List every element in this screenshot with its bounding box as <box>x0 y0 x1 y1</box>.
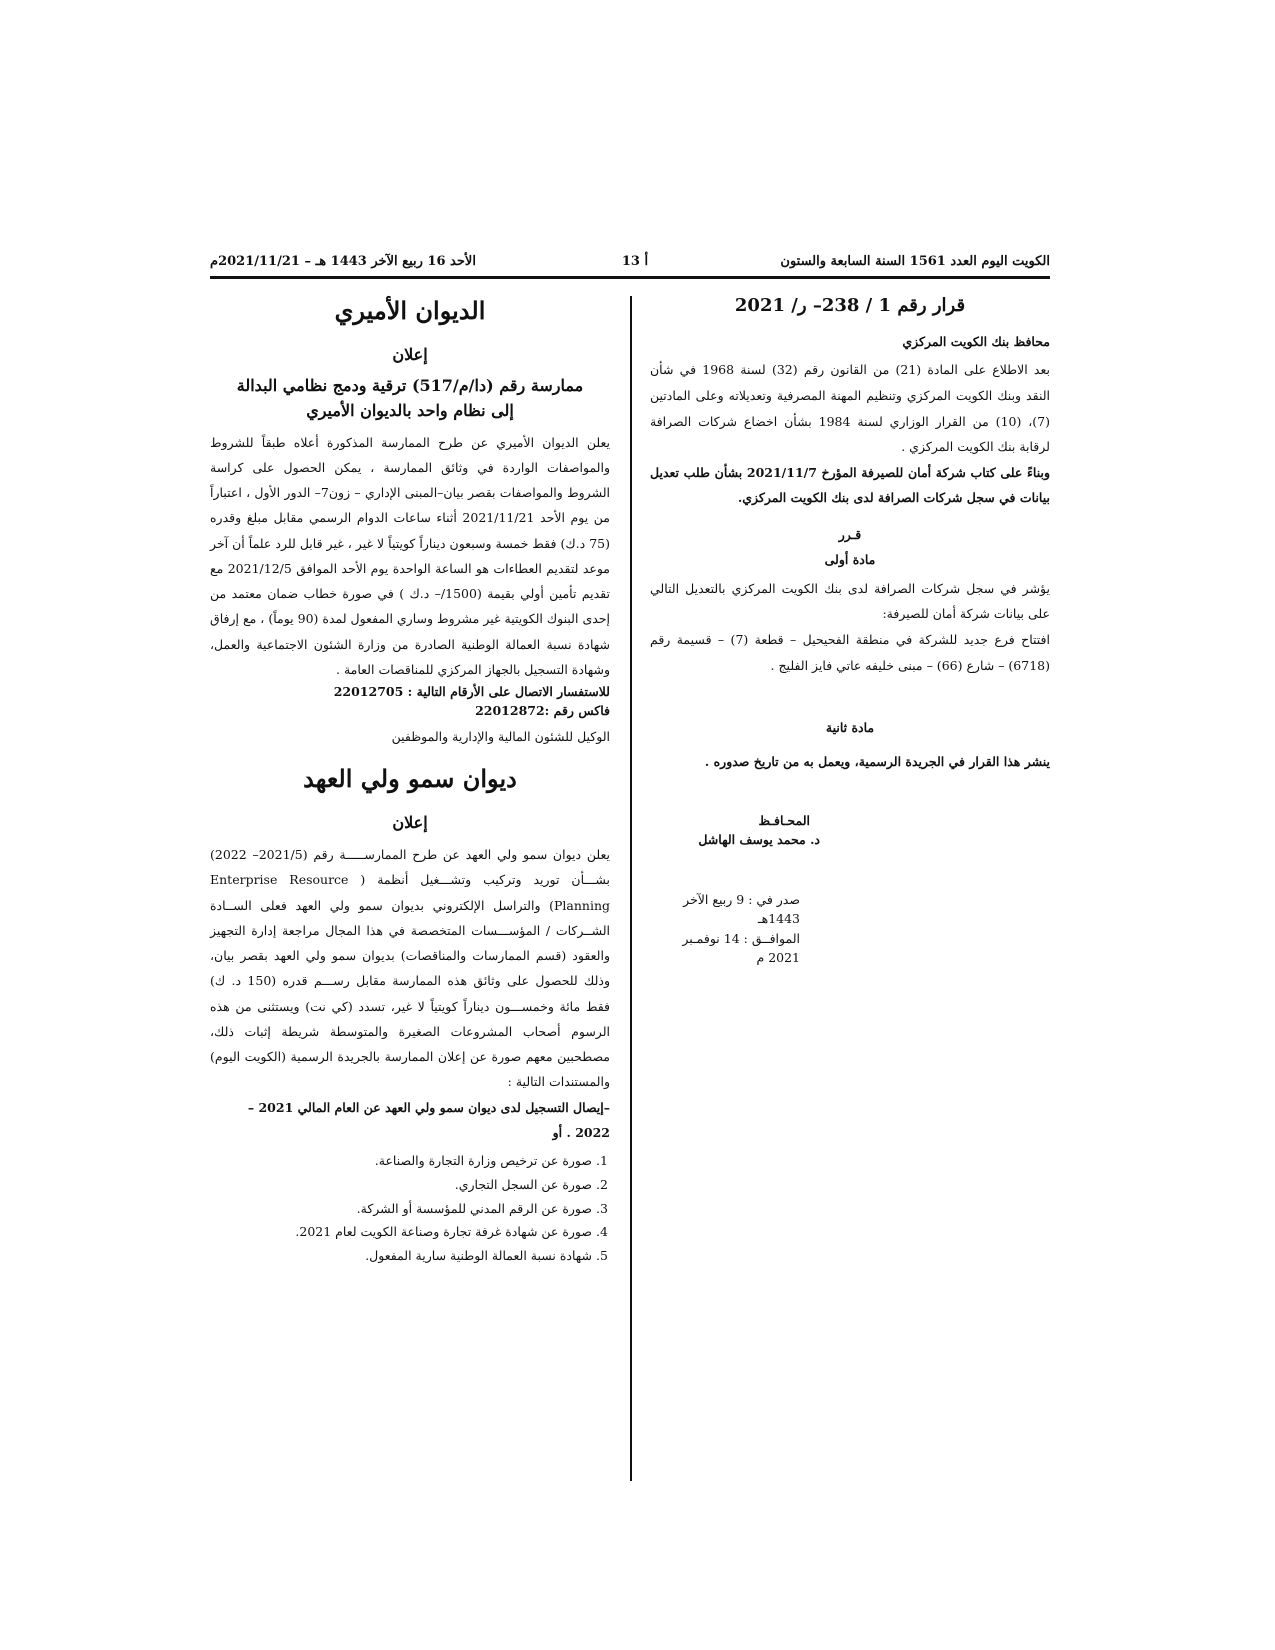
announcements-column <box>210 292 610 1268</box>
crown-prince-diwan-title: ديوان سمو ولي العهد <box>303 764 517 794</box>
decision-column <box>650 292 1050 967</box>
crown-prince-announcement-label: إعلان <box>392 813 428 833</box>
governor-name: د. محمد يوسف الهاشل <box>698 832 820 848</box>
header-page-number: أ 13 <box>621 254 649 269</box>
article-one-text: يؤشر في سجل شركات الصرافة لدى بنك الكويت المركزي بالتعديل التالي على بيانات شركة أمان للصيرفة: <box>650 580 1050 622</box>
list-item: 3. صورة عن الرقم المدني للمؤسسة أو الشركة. <box>210 1197 592 1221</box>
amiri-contact: للاستفسار الاتصال على الأرقام التالية : 22012705 <box>333 684 610 700</box>
amiri-announcement-label: إعلان <box>392 345 428 365</box>
decision-issuer: محافظ بنك الكويت المركزي <box>902 333 1050 349</box>
header-date: الأحد 16 ربيع الآخر 1443 هـ – 2021/11/21م <box>210 254 476 269</box>
page-header <box>210 252 1050 279</box>
amiri-practice-heading: ممارسة رقم (دا/م/517) ترقية ودمج نظامي البدالة <box>236 375 584 395</box>
decision-request: وبناءً على كتاب شركة أمان للصيرفة المؤرخ 2021/11/7 بشأن طلب تعديل بيانات في سجل شركات الصرافة لدى بنك الكويت المركزي. <box>650 464 1050 506</box>
issued-date-gregorian: الموافــق : 14 نوفمـبر 2021 م <box>682 930 800 965</box>
amiri-diwan-title: الديوان الأميري <box>334 296 486 325</box>
decision-decided: قـرر <box>838 527 862 543</box>
gazette-page <box>210 252 1050 1492</box>
required-documents-list <box>210 1149 610 1268</box>
article-one-title: مادة أولى <box>824 552 876 568</box>
amiri-signatory: الوكيل للشئون المالية والإدارية والموظفين <box>391 728 610 744</box>
governor-title: المحـافـظ <box>758 813 810 829</box>
list-item: 4. صورة عن شهادة غرفة تجارة وصناعة الكويت لعام 2021. <box>210 1220 592 1244</box>
list-item: 5. شهادة نسبة العمالة الوطنية سارية المفعول. <box>210 1244 592 1268</box>
article-two-title: مادة ثانية <box>825 720 875 736</box>
article-two-text: ينشر هذا القرار في الجريدة الرسمية، ويعمل به من تاريخ صدوره . <box>704 753 1050 769</box>
column-divider <box>630 296 632 1481</box>
amiri-practice-heading-2: إلى نظام واحد بالديوان الأميري <box>306 400 514 420</box>
amiri-announcement-body: يعلن الديوان الأميري عن طرح الممارسة المذكورة أعلاه طبقاً للشروط والمواصفات الواردة في وثائق الممارسة ، يمكن الحصول على كراسة الشروط والمواصفات بقصر بيان–المبنى الإداري – زون7– الدور الأول ، اعتباراً من يوم الأحد 2021/11/21 أثناء ساعات الدوام الرسمي مقابل مبلغ وقدره (75 د.ك) فقط خمسة وسبعون ديناراً كويتياً لا غير ، غير قابل للرد علماً أن آخر موعد لتقديم العطاءات هو الساعة الواحدة يوم الأحد الموافق 2021/12/5 مع تقديم تأمين أولي بقيمة (1500/– د.ك ) في صورة خطاب ضمان معتمد من إحدى البنوك الكويتية غير مشروط وساري المفعول لمدة (90 يوماً) ، مع إرفاق شهادة نسبة العمالة الوطنية الصادرة من وزارة الشئون الاجتماعية والعمل، وشهادة التسجيل بالجهاز المركزي للمناقصات العامة . <box>210 434 611 677</box>
amiri-fax: فاكس رقم :22012872 <box>475 703 610 719</box>
crown-prince-requirement: –إيصال التسجيل لدى ديوان سمو ولي العهد عن العام المالي 2021 – 2022 . أو <box>247 1099 610 1140</box>
list-item: 2. صورة عن السجل التجاري. <box>210 1173 592 1197</box>
article-one-detail: افتتاح فرع جديد للشركة في منطقة الفحيحيل – قطعة (7) – قسيمة رقم (6718) – شارع (66) – مبنى خليفه عاتي فايز الفليج . <box>650 632 1050 673</box>
list-item: 1. صورة عن ترخيص وزارة التجارة والصناعة. <box>210 1149 592 1173</box>
decision-preamble: بعد الاطلاع على المادة (21) من القانون رقم (32) لسنة 1968 في شأن النقد وبنك الكويت المركزي وتنظيم المهنة المصرفية وتعديلاته وعلى المادتين (7)، (10) من القرار الوزاري لسنة 1984 بشأن اخضاع شركات الصرافة لرقابة بنك الكويت المركزي . <box>650 362 1051 455</box>
crown-prince-announcement-body: يعلن ديوان سمو ولي العهد عن طرح الممارســـــة رقم (2021/5– 2022) بشـــأن توريد وتركيب وتشـــغيل أنظمة ( Enterprise Resource Planning) والتراسل الإلكتروني بديوان سمو ولي العهد فعلى الســادة الشــركات / المؤســـسات المتخصصة في هذا المجال مراجعة إدارة التجهيز والعقود (قسم الممارسات والمناقصات) بديوان سمو ولي العهد بقصر بيان، وذلك للحصول على وثائق هذه الممارسة مقابل رســـم قدره (150 د. ك) فقط مائة وخمســـون ديناراً كويتياً لا غير، تسدد (كي نت) ويستثنى من هذه الرسوم أصحاب المشروعات الصغيرة والمتوسطة شريطة إثبات ذلك، مصطحبين معهم صورة عن إعلان الممارسة بالجريدة الرسمية (الكويت اليوم) والمستندات التالية : <box>210 847 611 1090</box>
issued-date-hijri: صدر في : 9 ربيع الآخر 1443هـ <box>683 891 800 927</box>
decision-title: قرار رقم 1 / 238– ر/ 2021 <box>734 295 966 316</box>
header-issue: الكويت اليوم العدد 1561 السنة السابعة والستون <box>780 254 1050 269</box>
